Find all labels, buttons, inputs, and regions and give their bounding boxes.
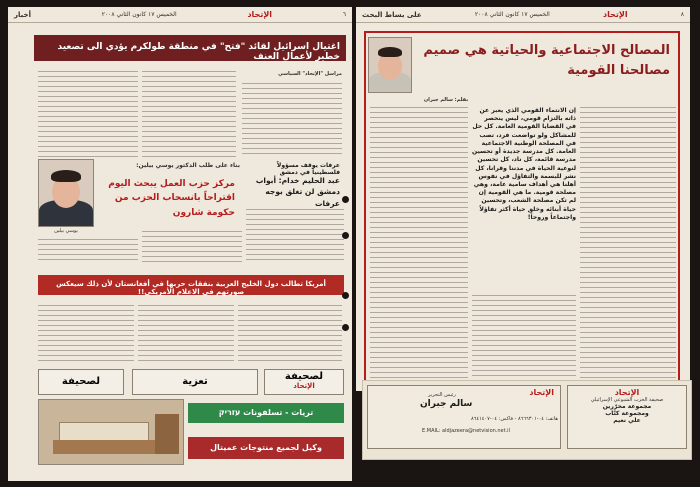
red-ad-bar: وكيل لجميع منتوجات عميتال [188,437,344,459]
imprint-name-line: ومجموعة كتّاب [605,410,649,417]
article-column [580,105,676,381]
story-headline: عرفات يوقف مسؤولاً فلسطينياً في دمشق [276,162,340,176]
story-sub-headline: عبد الحليم خدام: أبواب دمشق لن تغلق بوجه عرفات [255,176,340,208]
red-banner: أمريكا تطالب دول الخليج العربية بنفقات حربها في أفغانستان لأن ذلك سيعكس صورتهم في الاعلام الأمريكي!! [38,275,344,295]
person-photo [38,159,94,227]
imprint-name-line: مجموعة محرّرين [602,403,652,410]
left-page-number: ٦ [342,11,346,18]
author-photo [368,37,412,93]
article-column [142,69,236,157]
ad-box-left: لصحيفة [38,369,124,395]
right-date: الخميس ١٧ كانون الثاني ٢٠٠٨ [474,11,550,18]
right-section: على بساط البحث [362,10,422,19]
binder-hole [342,232,349,239]
furniture-ad-photo [38,399,184,465]
imprint-right-box [567,385,687,449]
author-byline: بقلم: سالم جبران [423,97,469,103]
main-headline: اغتيال اسرائيل لقائد "فتح" في منطقة طولكرم يؤدي الى تصعيد خطير لأعمال العنف [34,35,346,61]
ad-right-text: لصحيفة [284,371,324,382]
article-column [38,237,138,263]
imprint-right-title: صحيفة الحزب الشيوعي الإسرائيلي [590,397,664,403]
imprint-right-logo: الإتحاد [614,388,640,397]
green-ad-bar: تريات - تسلفونات עזריק [188,403,344,423]
ad-right-logo: الإتحاد [293,382,315,390]
article-column [38,69,138,157]
article-column [370,105,468,381]
article-column [238,303,342,365]
left-section: أخبار [14,10,31,19]
article-column [138,303,234,365]
pullquote: إن الانتماء القومي الذي يعبر عن ذاته بالتزام قومي، ليس ينحصر في القضايا القومية العامة. كل حل للمشاكل ولو تواضعت فرد، تصب في المصلحة الوطنية الاجتماعية العامة. كل مدرسة جديدة أو تحسين مدرسة قائمة، كل ناد، كل تحسين لنوعية الحياة في مدننا وقرانا، كل نشر للبسمة والتفاؤل في نفوس أهلنا هي أهداف سامية عامة، وهي مصلحة قومية. ما هي القومية إن لم تكن مصلحة الشعب، وتحسين حياة أبنائه وخلق حياة أكثر تفاؤلاً واجتماعاً وروحاً! [471,107,576,221]
article-column [472,293,576,381]
feature-headline-right: المصالح الاجتماعية والحياتية هي صميم مصالحنا القومية [423,43,670,79]
article-column [246,207,344,261]
article-column [142,229,242,263]
right-header [356,7,690,23]
article-column [242,81,342,157]
article-column [38,303,134,365]
right-page-number: ٨ [680,11,684,18]
left-date: الخميس ١٧ كانون الثاني ٢٠٠٨ [101,11,177,18]
imprint-box [367,385,561,449]
condolence-box: تعزية [132,369,258,395]
imprint-name-line: علي نعيم [613,417,641,424]
left-header [8,7,352,23]
photo-caption: يوسي بيلين [54,228,78,234]
binder-hole [342,196,349,203]
right-page [356,7,690,391]
correspondent: مراسل "الإتحاد" السياسي [278,71,342,77]
left-masthead: الإتحاد [247,10,273,19]
imprint-logo: الإتحاد [529,388,554,397]
right-masthead: الإتحاد [602,10,628,19]
imprint-label: رئيس التحرير [428,392,456,398]
feature-headline: مركز حزب العمل يبحث اليوم اقتراحاً بانسحاب الحزب من حكومة شارون [108,179,235,218]
imprint-strip [362,380,692,460]
imprint-contact: هاتف: ٠٤-٨٦٦٦٣٠١ - فاكس: ٠٤-٨٦٤١٤٠٧ [471,416,558,422]
ad-box-right [264,369,344,395]
editor-name: سالم جبران [420,399,473,409]
byline-kicker: بناء على طلب الدكتور يوسي بيلين: [136,162,240,169]
binder-hole [342,324,349,331]
binder-hole [342,292,349,299]
imprint-email: E.MAIL: aldjazeera@netvision.net.il [422,428,510,434]
left-page [8,7,352,481]
